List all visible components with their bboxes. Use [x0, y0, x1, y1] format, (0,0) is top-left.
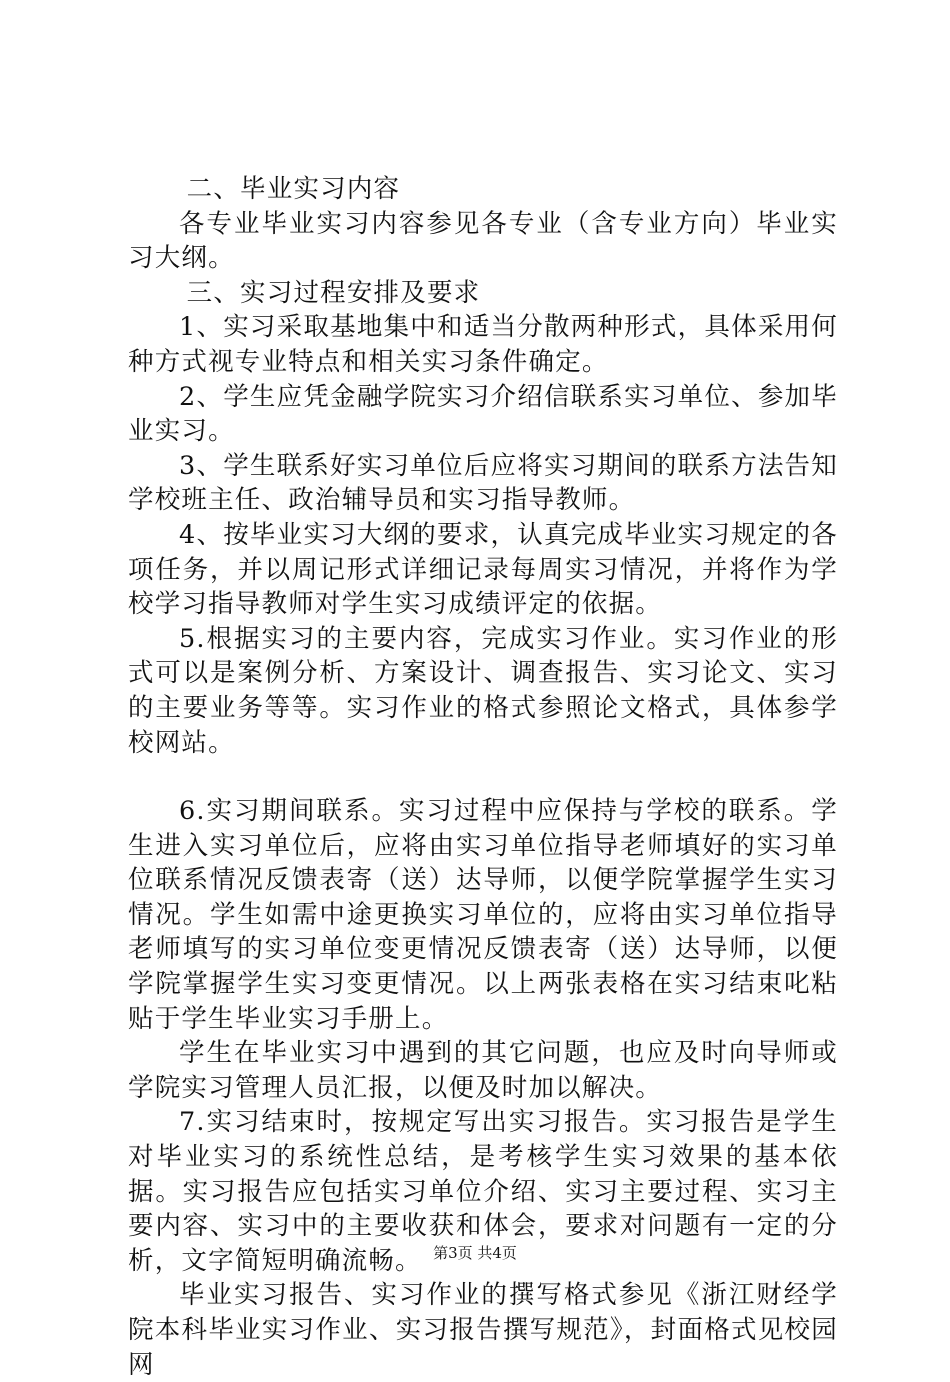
- paragraph-content-outline: 各专业毕业实习内容参见各专业（含专业方向）毕业实习大纲。: [128, 208, 838, 274]
- section-heading-process-requirements: 三、实习过程安排及要求: [186, 277, 481, 308]
- paragraph-item-5: 5.根据实习的主要内容，完成实习作业。实习作业的形式可以是案例分析、方案设计、调查报告、实习论文、实习的主要业务等等。实习作业的格式参照论文格式，具体参学校网站。: [128, 623, 838, 758]
- paragraph-item-3: 3、学生联系好实习单位后应将实习期间的联系方法告知学校班主任、政治辅导员和实习指导教师。: [128, 450, 838, 516]
- section-heading-internship-content: 二、毕业实习内容: [186, 174, 401, 204]
- paragraph-item-1: 1、实习采取基地集中和适当分散两种形式，具体采用何种方式视专业特点和相关实习条件确定。: [128, 312, 838, 377]
- blank-line: [128, 760, 838, 794]
- paragraph-item-4: 4、按毕业实习大纲的要求，认真完成毕业实习规定的各项任务，并以周记形式详细记录每周实习情况，并将作为学校学习指导教师对学生实习成绩评定的依据。: [128, 519, 838, 620]
- paragraph-other-issues: 学生在毕业实习中遇到的其它问题，也应及时向导师或学院实习管理人员汇报，以便及时加以解决。: [128, 1038, 838, 1103]
- document-body: [128, 172, 838, 1382]
- page-footer-number: 第3页 共4页: [433, 1244, 517, 1262]
- paragraph-report-format: 毕业实习报告、实习作业的撰写格式参见《浙江财经学院本科毕业实习作业、实习报告撰写规范》，封面格式见校园网: [128, 1280, 838, 1380]
- paragraph-item-6: 6.实习期间联系。实习过程中应保持与学校的联系。学生进入实习单位后，应将由实习单位指导老师填好的实习单位联系情况反馈表寄（送）达导师，以便学院掌握学生实习情况。学生如需中途更换实习单位的，应将由实习单位指导老师填写的实习单位变更情况反馈表寄（送）达导师，以便学院掌握学生实习变更情况。以上两张表格在实习结束叱粘贴于学生毕业实习手册上。: [128, 796, 838, 1034]
- paragraph-item-7: 7.实习结束时，按规定写出实习报告。实习报告是学生对毕业实习的系统性总结，是考核学生实习效果的基本依据。实习报告应包括实习单位介绍、实习主要过程、实习主要内容、实习中的主要收获和体会，要求对问题有一定的分析，文字简短明确流畅。: [128, 1107, 838, 1276]
- paragraph-item-2: 2、学生应凭金融学院实习介绍信联系实习单位、参加毕业实习。: [128, 381, 838, 447]
